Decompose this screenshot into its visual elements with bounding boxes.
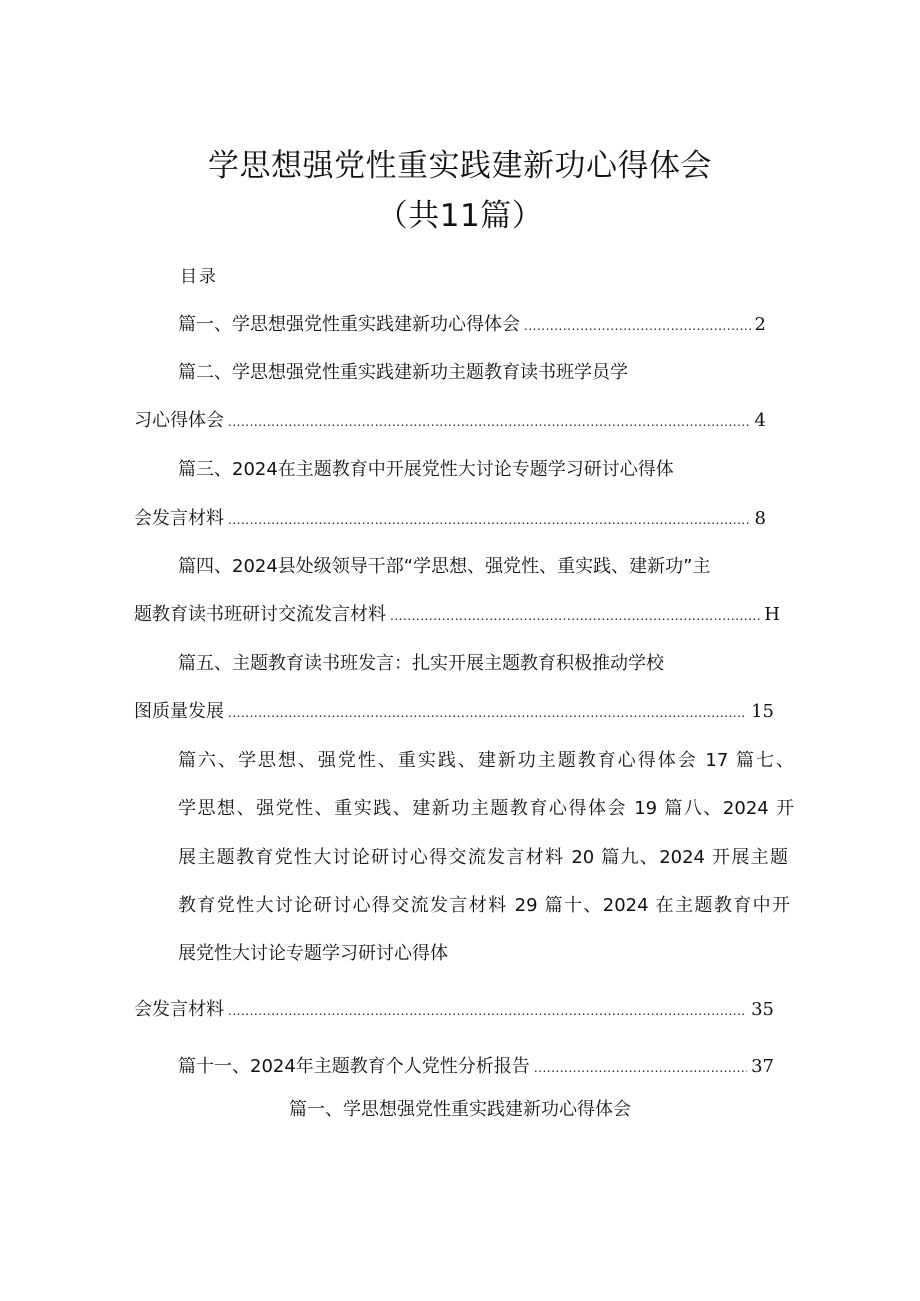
toc-leader-dots (390, 603, 760, 629)
toc-entry-text: 篇十一、2024年主题教育个人党性分析报告 (178, 1056, 530, 1077)
toc-entry-text: 习心得体会 (134, 410, 224, 431)
toc-runon-line-3[interactable]: 展主题教育党性大讨论研讨心得交流发言材料 20 篇九、2024 开展主题 (178, 847, 788, 868)
toc-page-number: 35 (751, 999, 774, 1020)
toc-entry-5[interactable] (134, 699, 774, 726)
toc-leader-dots (534, 1055, 747, 1081)
toc-entry-3-line1[interactable]: 篇三、2024在主题教育中开展党性大讨论专题学习研讨心得体 (178, 459, 674, 480)
toc-entry-text: 题教育读书班研讨交流发言材料 (134, 604, 386, 625)
toc-entry-4-line1[interactable]: 篇四、2024县处级领导干部“学思想、强党性、重实践、建新功”主 (178, 556, 711, 577)
toc-entry-10[interactable] (134, 997, 774, 1024)
toc-leader-dots (524, 313, 751, 339)
section-heading: 篇一、学思想强党性重实践建新功心得体会 (289, 1099, 631, 1120)
toc-entry-11[interactable] (178, 1054, 774, 1081)
toc-leader-dots (228, 998, 747, 1024)
document-title: 学思想强党性重实践建新功心得体会 (208, 148, 712, 184)
toc-entry-3[interactable] (134, 506, 766, 533)
toc-entry-2-line1[interactable]: 篇二、学思想强党性重实践建新功主题教育读书班学员学 (178, 362, 628, 383)
toc-runon-line-4[interactable]: 教育党性大讨论研讨心得交流发言材料 29 篇十、2024 在主题教育中开 (178, 895, 790, 916)
toc-entry-text: 图质量发展 (134, 701, 224, 722)
toc-page-number: 2 (754, 314, 766, 335)
toc-leader-dots (228, 409, 751, 435)
toc-page-number: H (764, 604, 780, 625)
toc-label: 目录 (180, 267, 218, 287)
toc-entry-text: 会发言材料 (134, 999, 224, 1020)
toc-entry-text: 会发言材料 (134, 508, 224, 529)
toc-page-number: 8 (754, 508, 766, 529)
toc-entry-5-line1[interactable]: 篇五、主题教育读书班发言：扎实开展主题教育积极推动学校 (178, 653, 664, 674)
toc-runon-line-2[interactable]: 学思想、强党性、重实践、建新功主题教育心得体会 19 篇八、2024 开 (178, 798, 794, 819)
toc-entry-2[interactable] (134, 408, 766, 435)
toc-entry-1[interactable] (178, 312, 766, 339)
toc-page-number: 15 (751, 701, 774, 722)
toc-page-number: 4 (754, 410, 766, 431)
toc-runon-line-1[interactable]: 篇六、学思想、强党性、重实践、建新功主题教育心得体会 17 篇七、 (178, 750, 794, 771)
toc-leader-dots (228, 700, 747, 726)
toc-entry-4[interactable] (134, 602, 780, 629)
toc-runon-line-5[interactable]: 展党性大讨论专题学习研讨心得体 (178, 943, 448, 964)
toc-page-number: 37 (751, 1056, 774, 1077)
toc-leader-dots (228, 507, 751, 533)
document-subtitle: （共11篇） (376, 198, 544, 234)
toc-entry-text: 篇一、学思想强党性重实践建新功心得体会 (178, 314, 520, 335)
